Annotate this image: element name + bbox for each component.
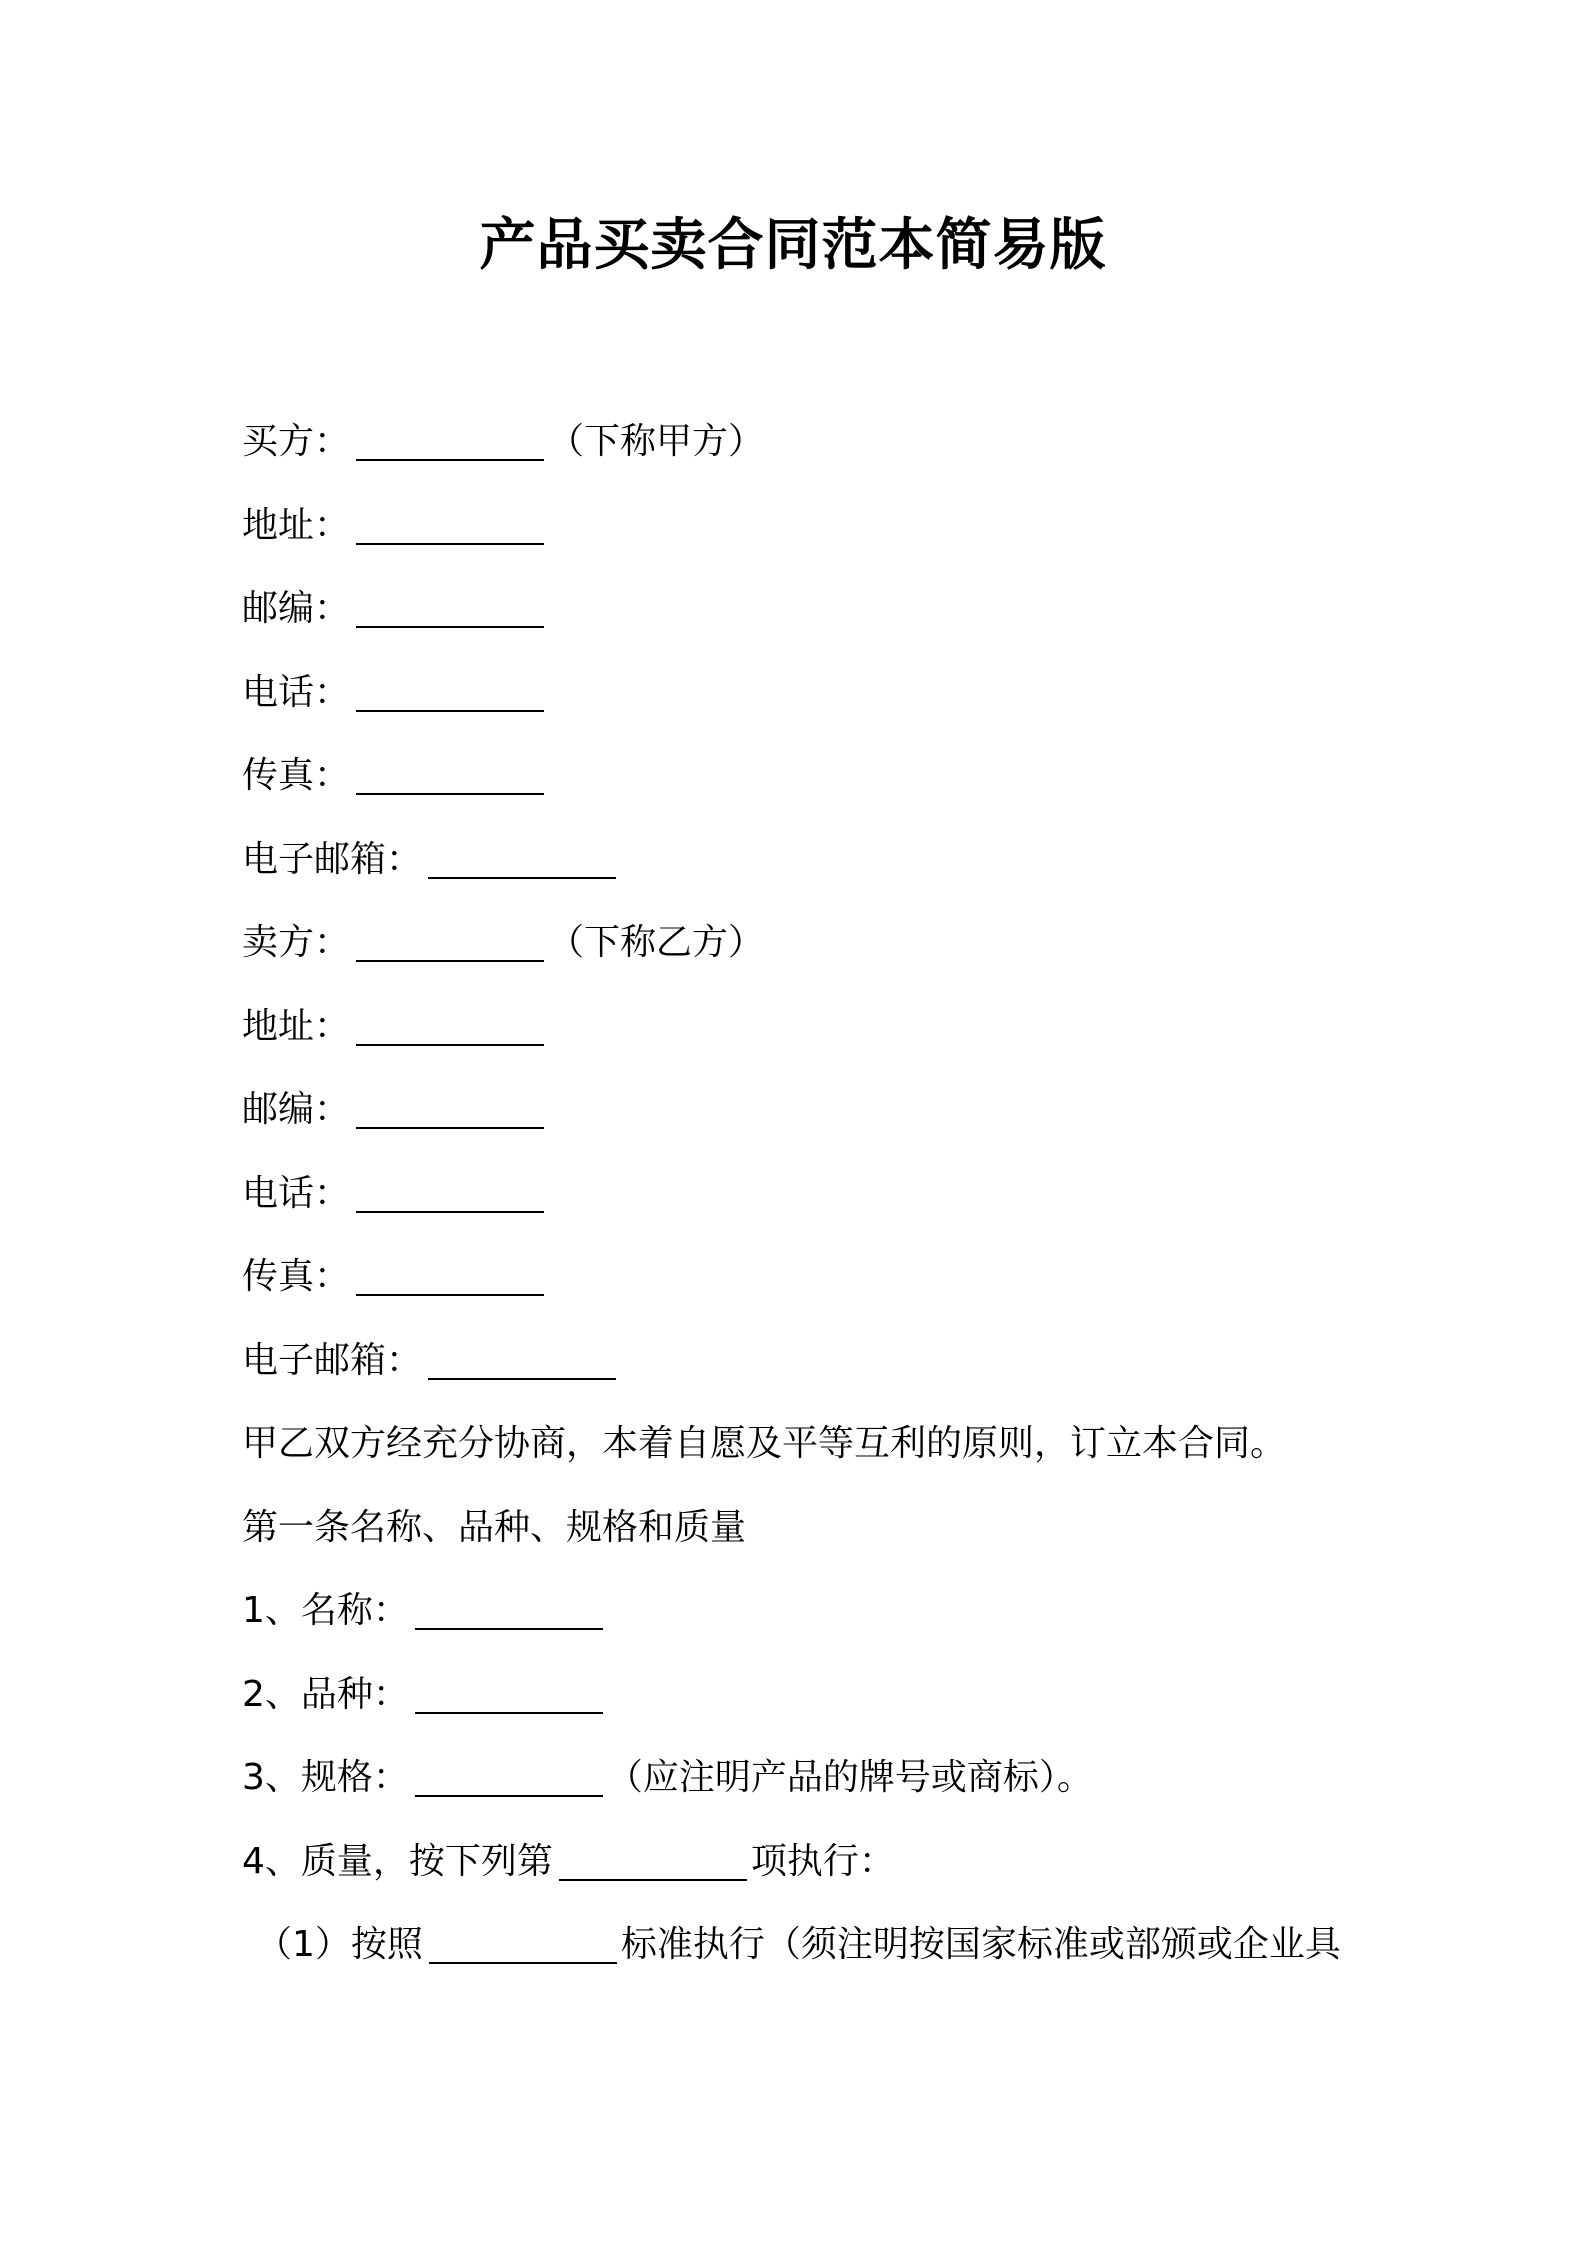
fill-in-blank xyxy=(356,586,544,628)
item-suffix: （应注明产品的牌号或商标）。 xyxy=(606,1757,1093,1798)
item-label: 1、名称： xyxy=(242,1590,409,1631)
field-label: 传真： xyxy=(242,1256,351,1297)
field-label: 传真： xyxy=(242,755,351,796)
field-label: 电子邮箱： xyxy=(242,838,423,880)
quality-standard-line xyxy=(242,1903,1362,1987)
field-suffix: （下称乙方） xyxy=(548,922,765,963)
fill-in-blank xyxy=(428,837,616,879)
field-label: 电话： xyxy=(242,671,351,713)
agreement-paragraph: 甲乙双方经充分协商，本着自愿及平等互利的原则，订立本合同。 xyxy=(242,1423,1287,1464)
item-suffix: 项执行： xyxy=(750,1840,895,1882)
field-label: 邮编： xyxy=(242,588,351,629)
field-label: 电子邮箱： xyxy=(242,1339,423,1381)
document-title: 产品买卖合同范本简易版 xyxy=(479,213,1107,278)
fill-in-blank xyxy=(559,1839,747,1881)
field-label: 邮编： xyxy=(242,1089,351,1130)
fill-in-blank xyxy=(356,503,544,545)
field-suffix: （下称甲方） xyxy=(548,421,765,462)
fill-in-blank xyxy=(428,1338,616,1380)
fill-in-blank xyxy=(356,1087,544,1129)
seller-fax-line xyxy=(242,1235,1362,1319)
buyer-address-line xyxy=(242,484,1362,568)
fill-in-blank xyxy=(429,1922,617,1964)
product-quality-line xyxy=(242,1820,1362,1904)
fill-in-blank xyxy=(356,670,544,712)
fill-in-blank xyxy=(415,1672,603,1714)
product-spec-line xyxy=(242,1736,1362,1820)
fill-in-blank xyxy=(356,419,544,461)
seller-postcode-line xyxy=(242,1068,1362,1152)
fill-in-blank xyxy=(356,753,544,795)
article-heading: 第一条名称、品种、规格和质量 xyxy=(242,1506,747,1548)
fill-in-blank xyxy=(356,920,544,962)
fill-in-blank xyxy=(356,1254,544,1296)
seller-phone-line xyxy=(242,1152,1362,1236)
seller-email-line xyxy=(242,1319,1362,1403)
fill-in-blank xyxy=(356,1004,544,1046)
item-label: 2、品种： xyxy=(242,1673,409,1715)
item-label: 3、规格： xyxy=(242,1757,409,1798)
buyer-name-line xyxy=(242,400,1362,484)
fill-in-blank xyxy=(415,1588,603,1630)
buyer-postcode-line xyxy=(242,567,1362,651)
buyer-email-line xyxy=(242,818,1362,902)
field-label: 地址： xyxy=(242,1005,351,1047)
product-variety-line xyxy=(242,1653,1362,1737)
fill-in-blank xyxy=(415,1755,603,1797)
field-label: 买方： xyxy=(242,421,351,462)
document-body xyxy=(242,400,1362,1987)
item-label: 4、质量，按下列第 xyxy=(242,1840,553,1882)
seller-name-line xyxy=(242,901,1362,985)
field-label: 地址： xyxy=(242,504,351,546)
item-label: （1）按照 xyxy=(256,1924,423,1965)
buyer-phone-line xyxy=(242,651,1362,735)
buyer-fax-line xyxy=(242,734,1362,818)
field-label: 卖方： xyxy=(242,922,351,963)
seller-address-line xyxy=(242,985,1362,1069)
field-label: 电话： xyxy=(242,1172,351,1214)
product-name-line xyxy=(242,1569,1362,1653)
item-suffix: 标准执行（须注明按国家标准或部颁或企业具 xyxy=(620,1924,1341,1965)
fill-in-blank xyxy=(356,1171,544,1213)
